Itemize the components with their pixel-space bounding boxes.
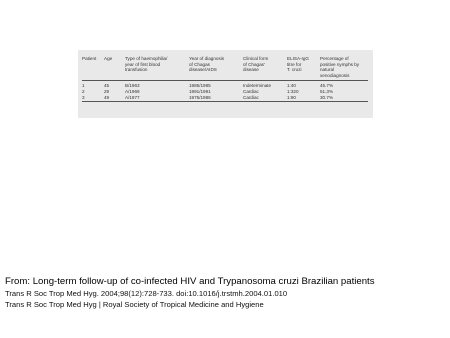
- table-header-row: [82, 56, 368, 81]
- cell-elisa-titre: 1:320: [287, 88, 299, 94]
- cell-age: 49: [104, 94, 110, 100]
- cell-elisa-titre: 1:40: [287, 83, 296, 89]
- caption-citation: Trans R Soc Trop Med Hyg. 2004;98(12):728-733. doi:10.1016/j.trstmh.2004.01.010: [5, 289, 288, 298]
- patient-table: [82, 56, 368, 102]
- cell-haemophilia-type: B/1963: [125, 83, 140, 89]
- cell-positive-nymphs: 51.3%: [320, 88, 334, 94]
- cell-clinical-form: Cardiac: [243, 88, 259, 94]
- header-year-of-diagnosis: Year of diagnosis of Chagas disease/AIDS: [189, 56, 225, 73]
- cell-haemophilia-type: A/1977: [125, 94, 140, 100]
- header-clinical-form: Clinical form of Chagas' disease: [243, 56, 269, 73]
- cell-clinical-form: Cardiac: [243, 94, 259, 100]
- cell-patient: 3: [82, 94, 85, 100]
- header-positive-nymphs: Percentage of positive nymphs by natural xenodiagnosis: [320, 56, 360, 78]
- cell-clinical-form: Indeterminate: [243, 83, 272, 89]
- table-row: [82, 81, 368, 89]
- caption-publisher: Trans R Soc Trop Med Hyg | Royal Society of Tropical Medicine and Hygiene: [5, 300, 264, 309]
- cell-elisa-titre: 1:80: [287, 94, 296, 100]
- cell-age: 45: [104, 83, 110, 89]
- cell-positive-nymphs: 30.7%: [320, 94, 334, 100]
- cell-positive-nymphs: 45.7%: [320, 83, 334, 89]
- figure-caption: [5, 276, 445, 310]
- header-elisa-titre: ELISA-IgG titre for T. cruzi: [287, 56, 309, 73]
- table-row: [82, 95, 368, 102]
- caption-source-title: From: Long-term follow-up of co-infected HIV and Trypanosoma cruzi Brazilian patients: [5, 276, 375, 287]
- cell-year-of-diagnosis: 1985/1985: [189, 83, 211, 89]
- cell-patient: 1: [82, 83, 85, 89]
- cell-haemophilia-type: A/1969: [125, 88, 140, 94]
- header-haemophilia-type: Type of haemophilia/ year of first blood transfusion: [125, 56, 168, 73]
- header-patient: Patient: [82, 56, 97, 61]
- cell-year-of-diagnosis: 1991/1991: [189, 88, 211, 94]
- cell-patient: 2: [82, 88, 85, 94]
- cell-age: 29: [104, 88, 110, 94]
- header-age: Age: [104, 56, 113, 61]
- table-image-panel: [78, 50, 373, 118]
- cell-year-of-diagnosis: 1975/1986: [189, 94, 211, 100]
